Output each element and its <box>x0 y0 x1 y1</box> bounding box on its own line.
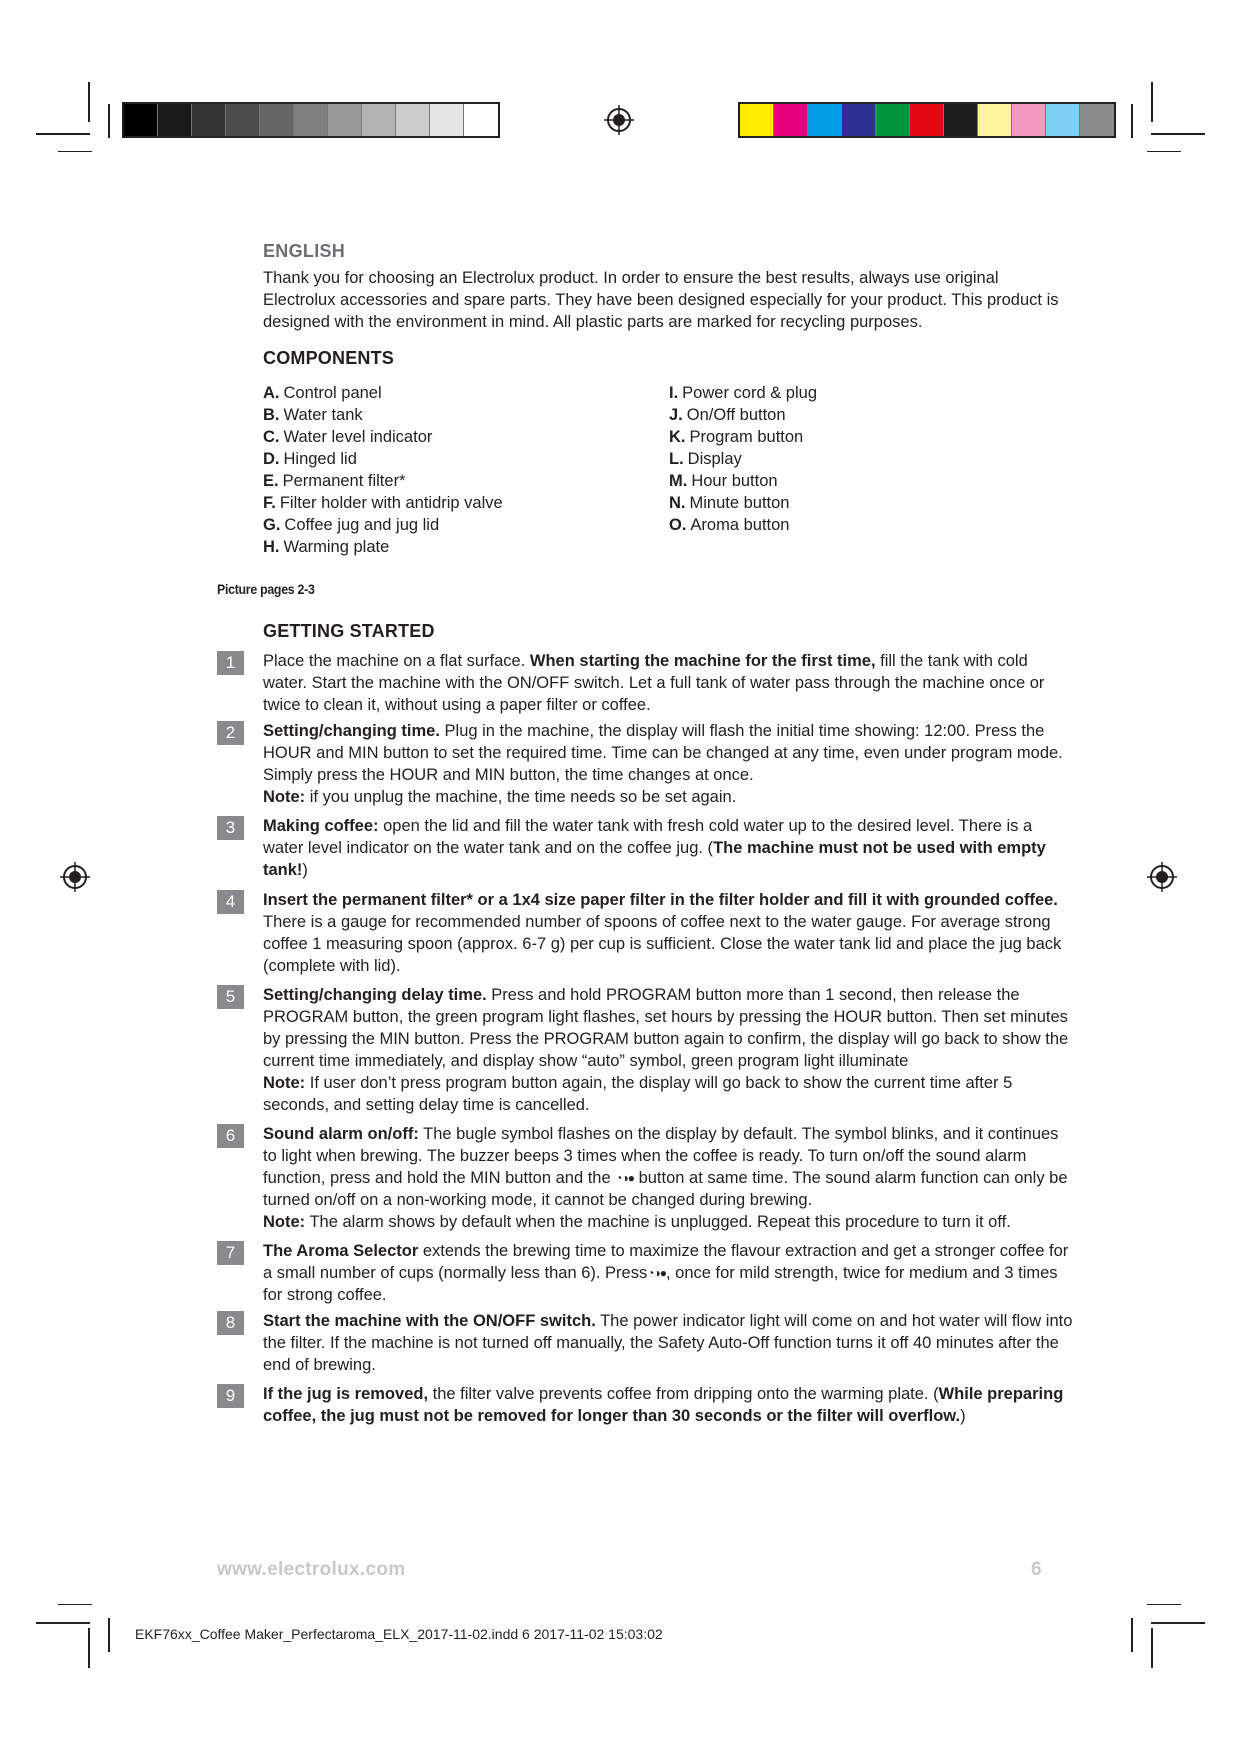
component-item <box>263 448 503 470</box>
footer-website-link[interactable]: www.electrolux.com <box>217 1559 406 1580</box>
component-label: Hinged lid <box>283 450 357 468</box>
component-label: Filter holder with antidrip valve <box>279 494 503 512</box>
aroma-button-icon: ◔◑● <box>615 1171 634 1185</box>
component-label: Minute button <box>689 494 790 512</box>
print-slug-line: EKF76xx_Coffee Maker_Perfectaroma_ELX_2017-11-02.indd 6 2017-11-02 15:03:02 <box>135 1626 663 1642</box>
getting-started-heading: GETTING STARTED <box>263 621 435 641</box>
component-item <box>263 426 503 448</box>
component-item <box>263 514 503 536</box>
component-letter: D. <box>263 450 280 468</box>
component-label: Control panel <box>283 384 382 402</box>
step-bold-text: Insert the permanent filter* or a 1x4 size paper filter in the filter holder and fill it with grounded coffee. <box>263 891 1058 909</box>
step-number-badge: 8 <box>217 1311 244 1335</box>
color-swatch <box>1080 104 1114 136</box>
step-text: button at same time. The sound alarm function can only be turned on/off on a non-working mode, it cannot be changed during brewing. <box>263 1169 1068 1209</box>
color-swatch <box>944 104 978 136</box>
step-note-text: If user don’t press program button again, the display will go back to show the current time after 5 seconds, and setting delay time is cancelled. <box>263 1074 1013 1114</box>
step-text: ) <box>960 1407 966 1425</box>
component-label: Program button <box>689 428 804 446</box>
component-letter: G. <box>263 516 281 534</box>
component-letter: O. <box>669 516 687 534</box>
step-bold-text: Making coffee: <box>263 817 379 835</box>
color-swatch <box>910 104 944 136</box>
step-number-badge: 6 <box>217 1124 244 1148</box>
components-list-right <box>669 382 817 536</box>
intro-paragraph: Thank you for choosing an Electrolux product. In order to ensure the best results, always use original Electrolux accessories and spare parts. They have been designed especially for your product. This product is designed with the environment in mind. All plastic parts are marked for recycling purposes. <box>263 269 1059 331</box>
page-number: 6 <box>1031 1559 1042 1580</box>
color-swatch <box>192 104 226 136</box>
step-text: Press and hold PROGRAM button more than 1 second, then release the PROGRAM button, the green program light flashes, set hours by pressing the HOUR button. Then set minutes by pressing the MIN button. Press the PROGRAM button again to confirm, the display will go back to show the current time immediately, and display show “auto” symbol, green program light illuminate <box>263 986 1069 1070</box>
color-swatch <box>294 104 328 136</box>
step-bold-text: When starting the machine for the first time, <box>529 652 876 670</box>
component-letter: I. <box>669 384 679 402</box>
component-letter: J. <box>669 406 683 424</box>
component-item <box>263 536 503 558</box>
process-color-bar <box>738 102 1116 138</box>
color-swatch <box>740 104 774 136</box>
step-bold-text: Start the machine with the ON/OFF switch. <box>263 1312 596 1330</box>
component-item <box>263 382 503 404</box>
component-letter: H. <box>263 538 280 556</box>
step-bold-text: If the jug is removed, <box>263 1385 429 1403</box>
component-item <box>263 404 503 426</box>
component-letter: A. <box>263 384 280 402</box>
components-list-left <box>263 382 503 558</box>
component-item <box>669 382 817 404</box>
color-swatch <box>396 104 430 136</box>
registration-mark-icon <box>604 105 634 135</box>
component-letter: E. <box>263 472 279 490</box>
component-label: Aroma button <box>690 516 790 534</box>
step-bold-text: Setting/changing delay time. <box>263 986 487 1004</box>
component-letter: K. <box>669 428 686 446</box>
color-swatch <box>226 104 260 136</box>
color-swatch <box>124 104 158 136</box>
color-swatch <box>362 104 396 136</box>
step-text: The power indicator light will come on and hot water will flow into the filter. If the machine is not turned off manually, the Safety Auto-Off function turns it off 40 minutes after the end of brewing. <box>263 1312 1073 1374</box>
step-text: fill the tank with cold water. Start the machine with the ON/OFF switch. Let a full tank of water pass through the machine once or twice to clean it, without using a paper filter or coffee. <box>263 652 1045 714</box>
step-number-badge: 4 <box>217 890 244 914</box>
step-bold-text: While preparing coffee, the jug must not be removed for longer than 30 seconds or the filter will overflow. <box>263 1385 1064 1425</box>
component-label: Permanent filter* <box>282 472 406 490</box>
color-swatch <box>774 104 808 136</box>
component-label: Power cord & plug <box>682 384 817 402</box>
step-text: open the lid and fill the water tank with fresh cold water up to the desired level. There is a water level indicator on the water tank and on the coffee jug. ( <box>263 817 1033 857</box>
step-bold-text: Sound alarm on/off: <box>263 1125 419 1143</box>
color-swatch <box>430 104 464 136</box>
component-label: Coffee jug and jug lid <box>284 516 440 534</box>
color-swatch <box>328 104 362 136</box>
color-swatch <box>158 104 192 136</box>
step-text: , once for mild strength, twice for medium and 3 times for strong coffee. <box>263 1264 1058 1304</box>
color-swatch <box>260 104 294 136</box>
step-note-text: The alarm shows by default when the machine is unplugged. Repeat this procedure to turn it off. <box>305 1213 1011 1231</box>
component-item <box>669 448 817 470</box>
component-item <box>263 492 503 514</box>
step-number-badge: 7 <box>217 1241 244 1265</box>
component-letter: F. <box>263 494 276 512</box>
step-note-label: Note: <box>263 788 306 806</box>
step-number-badge: 2 <box>217 721 244 745</box>
step-text: The bugle symbol flashes on the display by default. The symbol blinks, and it continues to light when brewing. The buzzer beeps 3 times when the coffee is ready. To turn on/off the sound alarm function, press and hold the MIN button and the <box>263 1125 1059 1187</box>
step-note-text: if you unplug the machine, the time needs so be set again. <box>305 788 737 806</box>
step-text: ) <box>302 861 308 879</box>
step-text: the filter valve prevents coffee from dripping onto the warming plate. ( <box>428 1385 939 1403</box>
color-swatch <box>842 104 876 136</box>
component-letter: C. <box>263 428 280 446</box>
step-note-label: Note: <box>263 1213 306 1231</box>
component-letter: B. <box>263 406 280 424</box>
component-label: Water tank <box>283 406 363 424</box>
color-swatch <box>1012 104 1046 136</box>
registration-mark-icon <box>1147 862 1177 892</box>
component-item <box>669 404 817 426</box>
color-swatch <box>876 104 910 136</box>
step-number-badge: 9 <box>217 1384 244 1408</box>
registration-mark-icon <box>60 862 90 892</box>
component-item <box>669 470 817 492</box>
component-label: On/Off button <box>686 406 786 424</box>
component-item <box>669 492 817 514</box>
color-swatch <box>464 104 498 136</box>
grayscale-color-bar <box>122 102 500 138</box>
component-label: Hour button <box>691 472 778 490</box>
components-heading: COMPONENTS <box>263 348 395 368</box>
step-text: Plug in the machine, the display will flash the initial time showing: 12:00. Press the HOUR and MIN button to set the required time. Time can be changed at any time, even under program mode. Simply press the HOUR and MIN button, the time changes at once. <box>263 722 1063 784</box>
language-heading: ENGLISH <box>263 241 346 261</box>
color-swatch <box>1046 104 1080 136</box>
step-note-label: Note: <box>263 1074 306 1092</box>
component-label: Warming plate <box>283 538 390 556</box>
component-item <box>263 470 503 492</box>
component-label: Water level indicator <box>283 428 433 446</box>
picture-pages-note: Picture pages 2-3 <box>217 581 315 597</box>
color-swatch <box>808 104 842 136</box>
color-swatch <box>978 104 1012 136</box>
component-letter: M. <box>669 472 688 490</box>
component-item <box>669 514 817 536</box>
aroma-button-icon: ◔◑● <box>647 1266 666 1280</box>
component-item <box>669 426 817 448</box>
step-number-badge: 3 <box>217 816 244 840</box>
step-text: There is a gauge for recommended number of spoons of coffee next to the water gauge. For average strong coffee 1 measuring spoon (approx. 6-7 g) per cup is sufficient. Close the water tank lid and place the jug back (complete with lid). <box>263 913 1062 975</box>
step-bold-text: The machine must not be used with empty tank! <box>263 839 1046 879</box>
step-text: Place the machine on a flat surface. <box>263 652 530 670</box>
component-label: Display <box>687 450 742 468</box>
step-number-badge: 5 <box>217 985 244 1009</box>
component-letter: N. <box>669 494 686 512</box>
step-text: extends the brewing time to maximize the flavour extraction and get a stronger coffee for a small number of cups (normally less than 6). Press <box>263 1242 1069 1282</box>
step-bold-text: The Aroma Selector <box>263 1242 419 1260</box>
step-bold-text: Setting/changing time. <box>263 722 440 740</box>
component-letter: L. <box>669 450 684 468</box>
step-number-badge: 1 <box>217 651 244 675</box>
